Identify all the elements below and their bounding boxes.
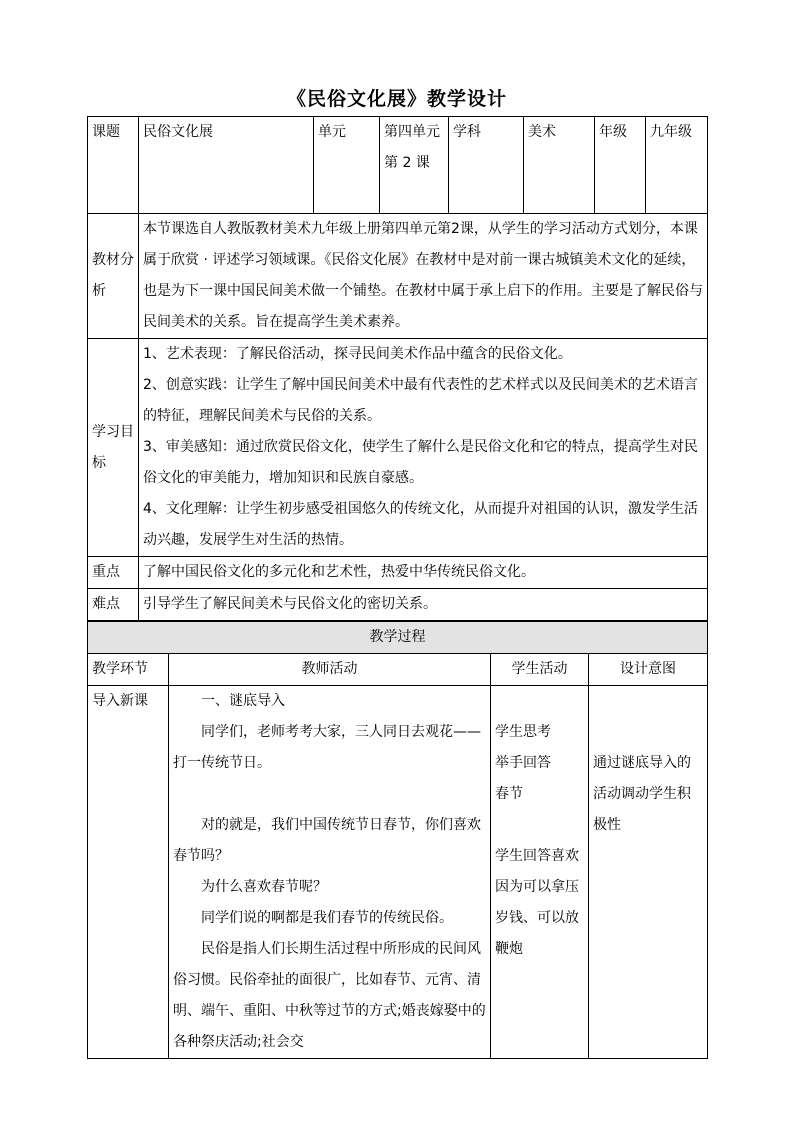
analysis-row (88, 214, 708, 339)
grade-value: 九年级 (646, 117, 708, 214)
student-line (495, 810, 584, 841)
teacher-line: 同学们，老师考考大家，三人同日去观花——打一传统节日。 (173, 724, 481, 771)
topic-value: 民俗文化展 (139, 117, 314, 214)
key-label: 重点 (88, 557, 139, 589)
intent-line (593, 717, 703, 748)
goal-item: 4、文化理解：让学生初步感受祖国悠久的传统文化，从而提升对祖国的认识，激发学生活动兴趣，发展学生对生活的热情。 (143, 501, 698, 548)
design-intent-cell (589, 686, 708, 1059)
goals-row (88, 339, 708, 557)
difficulty-label: 难点 (88, 589, 139, 621)
process-heading-row (88, 622, 708, 654)
subject-label: 学科 (449, 117, 524, 214)
goal-item: 2、创意实践：让学生了解中国民间美术中最有代表性的艺术样式以及民间美术的艺术语言的特征，理解民间美术与民俗的关系。 (143, 377, 698, 424)
document-title: 《民俗文化展》教学设计 (286, 88, 507, 110)
student-line (495, 686, 584, 717)
student-line: 学生回答喜欢因为可以拿压岁钱、可以放鞭炮 (495, 848, 579, 957)
goals-label: 学习目标 (88, 339, 139, 557)
col-student-header: 学生活动 (491, 654, 589, 686)
process-row (88, 686, 708, 1059)
subject-value: 美术 (524, 117, 595, 214)
grade-label: 年级 (595, 117, 646, 214)
unit-label: 单元 (314, 117, 380, 214)
col-intent-header: 设计意图 (589, 654, 708, 686)
analysis-text: 本节课选自人教版教材美术九年级上册第四单元第2课，从学生的学习活动方式划分，本课属于欣赏 · 评述学习领域课。《民俗文化展》在教材中是对前一课古城镇美术文化的延续，也是为下一课中国民间美术做一个铺垫。在教材中属于承上启下的作用。主要是了解民俗与民间美术的关系。旨在提高学生美术素养。 (139, 214, 708, 339)
student-activity-cell (491, 686, 589, 1059)
teacher-line: 对的就是，我们中国传统节日春节，你们喜欢春节吗？ (173, 817, 481, 864)
teacher-line: 同学们说的啊都是我们春节的传统民俗。 (201, 910, 453, 926)
process-table (87, 621, 708, 1059)
intent-line (593, 686, 703, 717)
difficulty-text: 引导学生了解民间美术与民俗文化的密切关系。 (139, 589, 708, 621)
goal-item: 1、艺术表现：了解民俗活动，探寻民间美术作品中蕴含的民俗文化。 (143, 346, 572, 362)
info-table (87, 116, 708, 621)
teacher-activity-cell (169, 686, 491, 1059)
student-line: 学生思考 (495, 724, 551, 740)
col-stage-header: 教学环节 (88, 654, 169, 686)
teacher-line: 一、谜底导入 (201, 693, 285, 709)
process-heading: 教学过程 (88, 622, 708, 654)
analysis-label: 教材分析 (88, 214, 139, 339)
goals-list (139, 339, 708, 557)
topic-label: 课题 (88, 117, 139, 214)
key-text: 了解中国民俗文化的多元化和艺术性，热爱中华传统民俗文化。 (139, 557, 708, 589)
student-line: 春节 (495, 786, 523, 802)
unit-value: 第四单元第 2 课 (380, 117, 449, 214)
process-header-row (88, 654, 708, 686)
teacher-line: 民俗是指人们长期生活过程中所形成的民间风俗习惯。民俗牵扯的面很广，比如春节、元宵、清明、端午、重阳、中秋等过节的方式;婚丧嫁娶中的各种祭庆活动;社会交 (173, 941, 486, 1050)
teacher-line (173, 779, 486, 810)
teacher-line: 为什么喜欢春节呢？ (201, 879, 327, 895)
intent-line: 通过谜底导入的活动调动学生积极性 (593, 755, 691, 833)
col-teacher-header: 教师活动 (169, 654, 491, 686)
key-row (88, 557, 708, 589)
topic-row (88, 117, 708, 214)
goal-item: 3、审美感知：通过欣赏民俗文化，使学生了解什么是民俗文化和它的特点，提高学生对民俗文化的审美能力，增加知识和民族自豪感。 (143, 439, 698, 486)
stage-cell: 导入新课 (88, 686, 169, 1059)
difficulty-row (88, 589, 708, 621)
student-line: 举手回答 (495, 755, 551, 771)
